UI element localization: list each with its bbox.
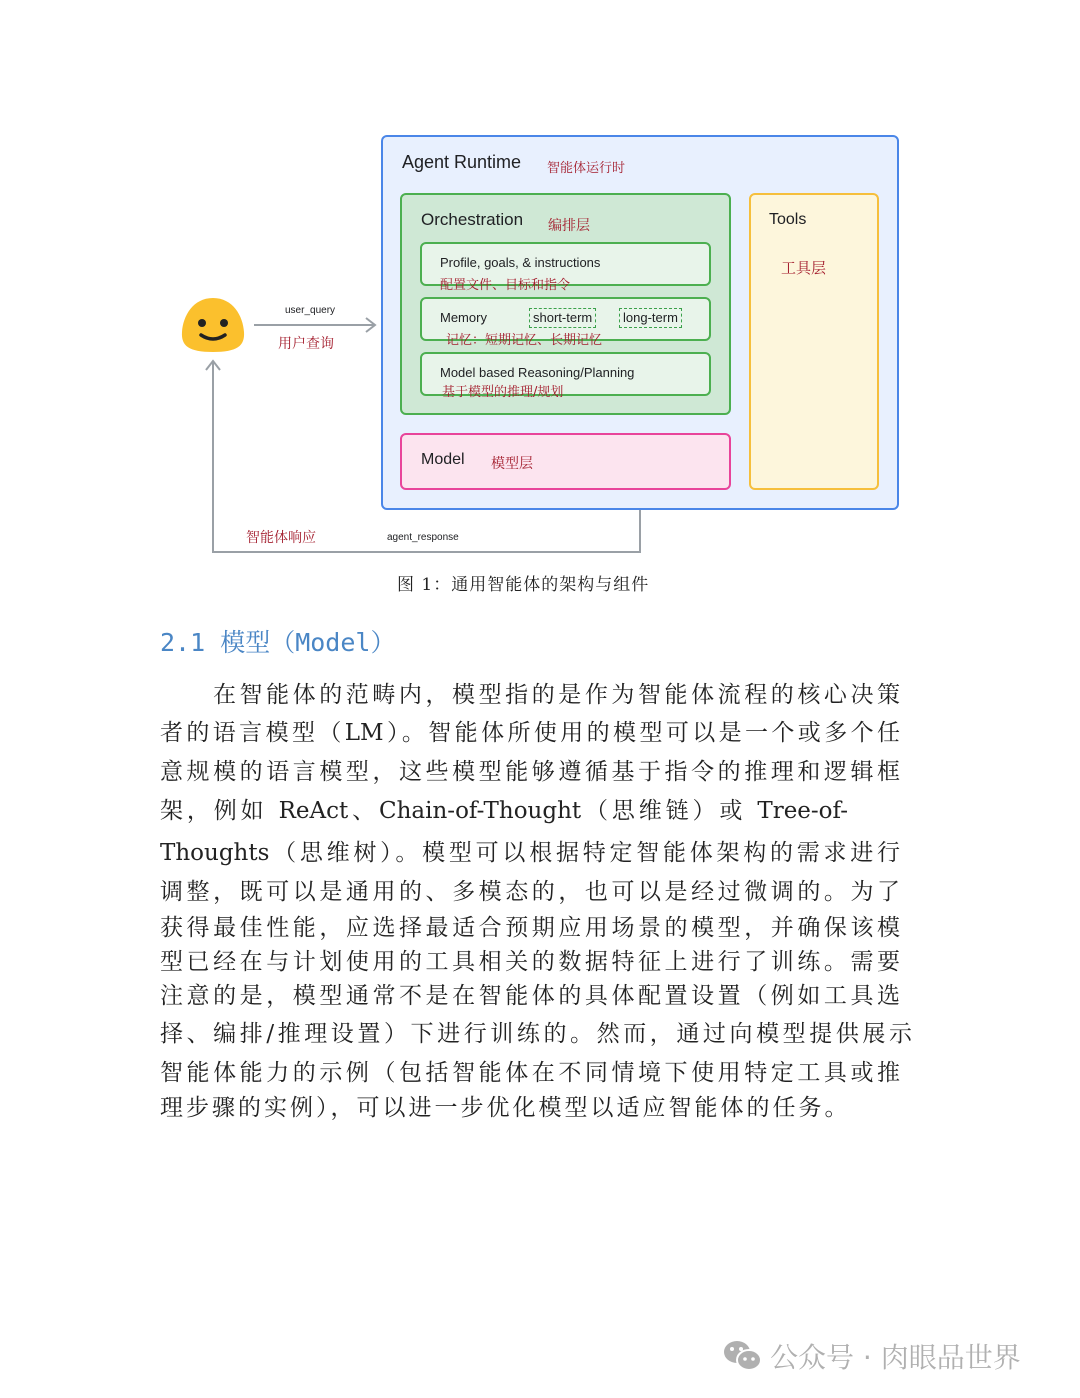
profile-label: Profile, goals, & instructions bbox=[440, 255, 601, 270]
body-line: 架，例如 ReAct、Chain-of-Thought（思维链）或 Tree-of- bbox=[160, 798, 848, 824]
profile-zh: 配置文件、目标和指令 bbox=[440, 278, 571, 293]
runtime-zh: 智能体运行时 bbox=[547, 161, 626, 176]
body-line: 注意的是，模型通常不是在智能体的具体配置设置（例如工具选 bbox=[160, 983, 900, 1009]
body-line: 者的语言模型（LM）。智能体所使用的模型可以是一个或多个任 bbox=[160, 720, 900, 746]
wechat-icon bbox=[722, 1339, 762, 1373]
runtime-title: Agent Runtime bbox=[402, 152, 522, 172]
flow-arrows bbox=[0, 0, 1080, 600]
body-line: 获得最佳性能，应选择最适合预期应用场景的模型，并确保该模 bbox=[160, 915, 900, 941]
watermark-text: 公众号 · 肉眼品世界 bbox=[770, 1341, 1021, 1374]
user-query-label: user_query bbox=[285, 305, 336, 316]
body-line: 智能体能力的示例（包括智能体在不同情境下使用特定工具或推 bbox=[160, 1060, 900, 1086]
orchestration-title: Orchestration bbox=[421, 210, 524, 229]
agent-response-zh: 智能体响应 bbox=[246, 530, 316, 546]
watermark bbox=[722, 1336, 1021, 1376]
body-line: 理步骤的实例），可以进一步优化模型以适应智能体的任务。 bbox=[160, 1095, 851, 1121]
long-term-tag: long-term bbox=[619, 308, 682, 328]
body-line: 调整，既可以是通用的、多模态的，也可以是经过微调的。为了 bbox=[160, 879, 900, 905]
body-line: 择、编排/推理设置）下进行训练的。然而，通过向模型提供展示 bbox=[160, 1021, 912, 1047]
figure-caption: 图 1：通用智能体的架构与组件 bbox=[397, 575, 650, 595]
tools-label: Tools bbox=[769, 211, 807, 228]
body-line: 型已经在与计划使用的工具相关的数据特征上进行了训练。需要 bbox=[160, 949, 900, 975]
model-zh: 模型层 bbox=[491, 456, 533, 472]
model-label: Model bbox=[421, 451, 465, 468]
user-query-zh: 用户查询 bbox=[278, 336, 334, 352]
tools-zh: 工具层 bbox=[781, 259, 827, 277]
memory-zh: 记忆：短期记忆、长期记忆 bbox=[446, 333, 603, 348]
body-line: 意规模的语言模型，这些模型能够遵循基于指令的推理和逻辑框 bbox=[160, 759, 900, 785]
orchestration-zh: 编排层 bbox=[548, 218, 590, 234]
reasoning-label: Model based Reasoning/Planning bbox=[440, 365, 635, 380]
agent-response-label: agent_response bbox=[387, 532, 459, 543]
reasoning-zh: 基于模型的推理/规划 bbox=[442, 385, 564, 400]
body-line: 在智能体的范畴内，模型指的是作为智能体流程的核心决策 bbox=[213, 682, 900, 708]
memory-label: Memory bbox=[440, 310, 487, 325]
short-term-tag: short-term bbox=[529, 308, 596, 328]
section-heading: 2.1 模型（Model） bbox=[160, 628, 396, 657]
body-line: Thoughts（思维树）。模型可以根据特定智能体架构的需求进行 bbox=[160, 840, 900, 866]
